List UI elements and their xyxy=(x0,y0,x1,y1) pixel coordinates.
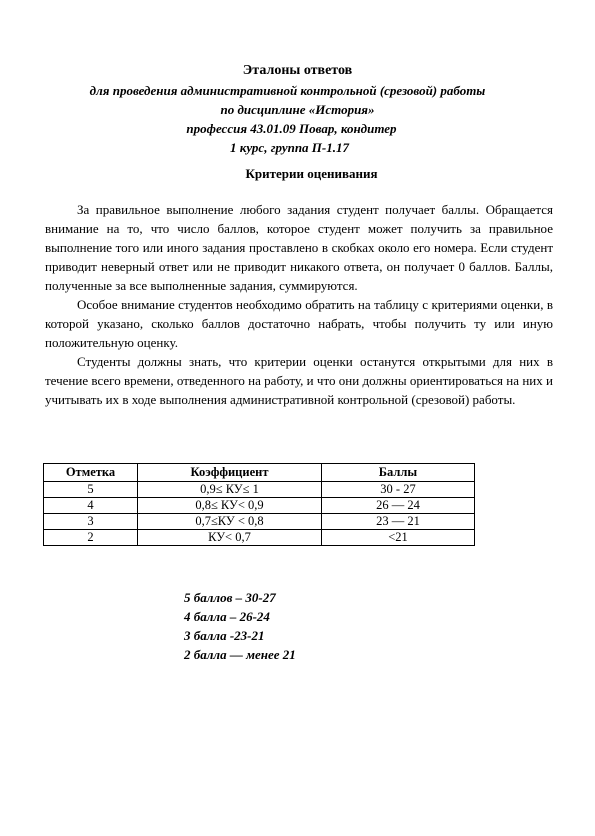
subtitle-purpose: для проведения административной контрольной (срезовой) работы xyxy=(89,83,486,98)
column-header-points: Баллы xyxy=(322,464,475,482)
cell-coefficient: КУ< 0,7 xyxy=(138,530,322,546)
score-summary xyxy=(184,588,296,664)
table-row xyxy=(44,498,475,514)
criteria-heading: Критерии оценивания xyxy=(245,166,378,181)
cell-points: <21 xyxy=(322,530,475,546)
cell-coefficient: 0,9≤ КУ≤ 1 xyxy=(138,482,322,498)
cell-coefficient: 0,8≤ КУ< 0,9 xyxy=(138,498,322,514)
subtitle-discipline: по дисциплине «История» xyxy=(220,102,375,117)
summary-line: 2 балла — менее 21 xyxy=(184,647,296,662)
table-row xyxy=(44,530,475,546)
table-header-row xyxy=(44,464,475,482)
cell-points: 30 - 27 xyxy=(322,482,475,498)
summary-line: 4 балла – 26-24 xyxy=(184,609,270,624)
cell-grade: 3 xyxy=(44,514,138,530)
summary-line: 3 балла -23-21 xyxy=(184,628,265,643)
column-header-grade: Отметка xyxy=(44,464,138,482)
criteria-text xyxy=(45,200,553,409)
cell-grade: 2 xyxy=(44,530,138,546)
grades-table xyxy=(43,463,475,546)
table-row xyxy=(44,514,475,530)
paragraph: Студенты должны знать, что критерии оценки останутся открытыми для них в течение всего времени, отведенного на работу, и что они должны ориентироваться на них и учитывать их в ходе выполнения административной контрольной (срезовой) работы. xyxy=(45,354,553,407)
cell-grade: 5 xyxy=(44,482,138,498)
cell-points: 23 — 21 xyxy=(322,514,475,530)
column-header-coefficient: Коэффициент xyxy=(138,464,322,482)
cell-grade: 4 xyxy=(44,498,138,514)
subtitle-profession: профессия 43.01.09 Повар, кондитер xyxy=(186,121,397,136)
table-row xyxy=(44,482,475,498)
document-title: Эталоны ответов xyxy=(242,63,353,78)
summary-line: 5 баллов – 30-27 xyxy=(184,590,276,605)
paragraph: За правильное выполнение любого задания студент получает баллы. Обращается внимание на то, что число баллов, которое студент может получить за правильное выполнение того или иного задания проставлено в скобках около его номера. Если студент приводит неверный ответ или не приводит никакого ответа, он получает 0 баллов. Баллы, полученные за все выполненные задания, суммируются. xyxy=(45,202,553,293)
paragraph: Особое внимание студентов необходимо обратить на таблицу с критериями оценки, в которой указано, сколько баллов достаточно набрать, чтобы получить ту или иную положительную оценку. xyxy=(45,297,553,350)
cell-coefficient: 0,7≤КУ < 0,8 xyxy=(138,514,322,530)
cell-points: 26 — 24 xyxy=(322,498,475,514)
subtitle-group: 1 курс, группа П-1.17 xyxy=(229,140,349,155)
